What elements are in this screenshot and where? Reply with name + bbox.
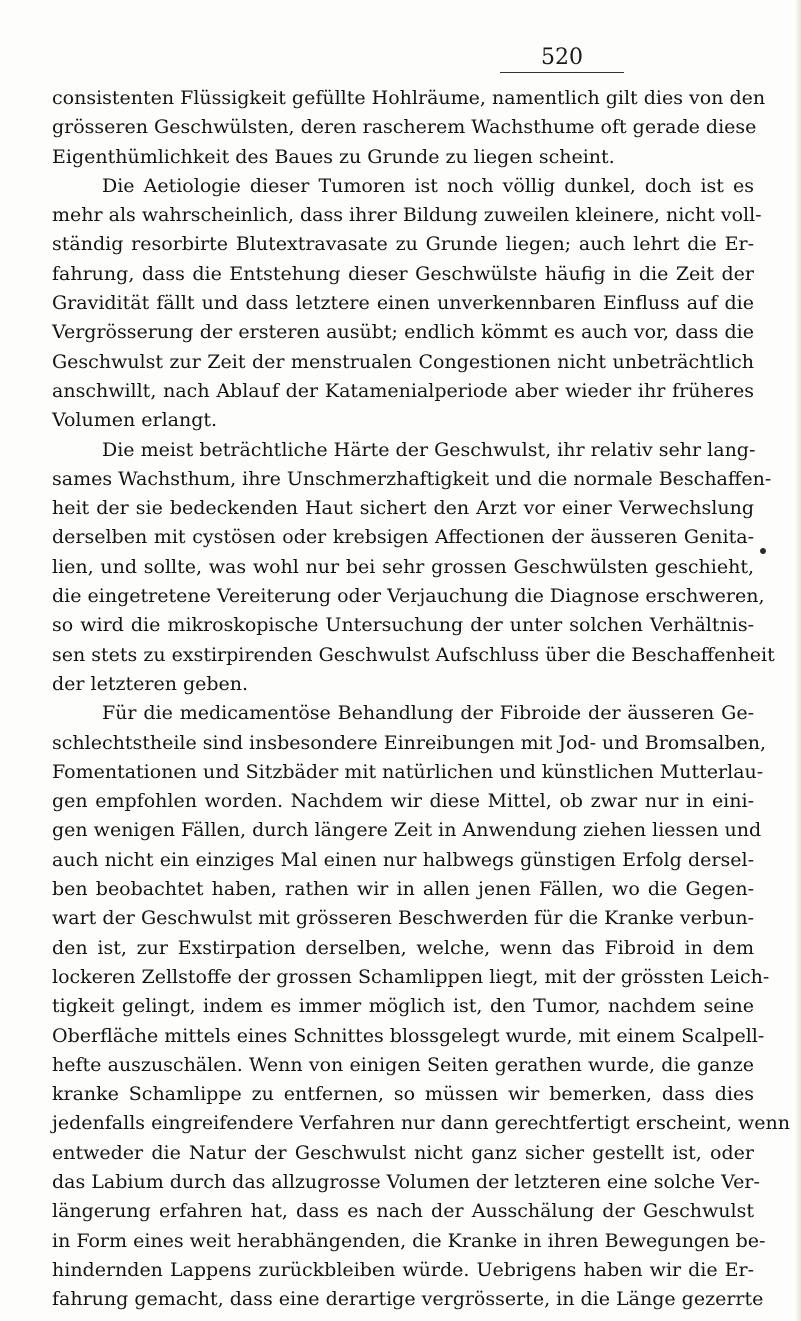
- text-line: lien, und sollte, was wohl nur bei sehr grossen Geschwülsten geschieht,: [52, 555, 754, 578]
- text-line: Geschwulst zur Zeit der menstrualen Congestionen nicht unbeträchtlich: [52, 350, 754, 373]
- text-line: Eigenthümlichkeit des Baues zu Grunde zu liegen scheint.: [52, 145, 615, 168]
- text-line: sames Wachsthum, ihre Unschmerzhaftigkeit und die normale Beschaffen-: [52, 467, 772, 490]
- text-line: lockeren Zellstoffe der grossen Schamlippen liegt, mit der grössten Leich-: [52, 965, 770, 988]
- text-line: so wird die mikroskopische Untersuchung der unter solchen Verhältnis-: [52, 614, 754, 637]
- text-line: hefte auszuschälen. Wenn von einigen Seiten gerathen wurde, die ganze: [52, 1053, 754, 1076]
- text-line: Für die medicamentöse Behandlung der Fibroide der äusseren Ge-: [102, 702, 754, 725]
- body-text: [52, 84, 790, 1314]
- text-line: gen wenigen Fällen, durch längere Zeit in Anwendung ziehen liessen und: [52, 819, 762, 842]
- text-line: Gravidität fällt und dass letztere einen unverkennbaren Einfluss auf die: [52, 292, 754, 315]
- text-line: jedenfalls eingreifendere Verfahren nur dann gerechtfertigt erscheint, wenn: [52, 1112, 790, 1135]
- page-edge: [795, 0, 801, 1321]
- text-line: fahrung, dass die Entstehung dieser Geschwülste häufig in die Zeit der: [52, 262, 754, 285]
- text-line: derselben mit cystösen oder krebsigen Affectionen der äusseren Genita-: [52, 526, 754, 549]
- text-line: anschwillt, nach Ablauf der Katamenialperiode aber wieder ihr früheres: [52, 379, 754, 402]
- text-line: auch nicht ein einziges Mal einen nur halbwegs günstigen Erfolg dersel-: [52, 848, 754, 871]
- text-line: tigkeit gelingt, indem es immer möglich ist, den Tumor, nachdem seine: [52, 995, 754, 1018]
- text-line: der letzteren geben.: [52, 672, 249, 695]
- text-line: fahrung gemacht, dass eine derartige vergrösserte, in die Länge gezerrte: [52, 1288, 764, 1311]
- text-line: heit der sie bedeckenden Haut sichert den Arzt vor einer Verwechslung: [52, 497, 754, 520]
- text-line: schlechtstheile sind insbesondere Einreibungen mit Jod- und Bromsalben,: [52, 731, 767, 754]
- text-line: mehr als wahrscheinlich, dass ihrer Bildung zuweilen kleinere, nicht voll-: [52, 204, 762, 227]
- text-line: hindernden Lappens zurückbleiben würde. Uebrigens haben wir die Er-: [52, 1258, 754, 1281]
- text-line: sen stets zu exstirpirenden Geschwulst Aufschluss über die Beschaffenheit: [52, 643, 775, 666]
- text-line: in Form eines weit herabhängenden, die Kranke in ihren Bewegungen be-: [52, 1229, 766, 1252]
- text-line: die eingetretene Vereiterung oder Verjauchung die Diagnose erschweren,: [52, 585, 765, 608]
- text-line: grösseren Geschwülsten, deren rascherem Wachsthume oft gerade diese: [52, 116, 757, 139]
- text-line: Oberfläche mittels eines Schnittes blossgelegt wurde, mit einem Scalpell-: [52, 1024, 765, 1047]
- text-line: ben beobachtet haben, rathen wir in allen jenen Fällen, wo die Gegen-: [52, 878, 754, 901]
- text-line: längerung erfahren hat, dass es nach der Ausschälung der Geschwulst: [52, 1200, 754, 1223]
- page-number: 520: [541, 45, 583, 70]
- text-line: ständig resorbirte Blutextravasate zu Grunde liegen; auch lehrt die Er-: [52, 233, 754, 256]
- text-line: Die meist beträchtliche Härte der Geschwulst, ihr relativ sehr lang-: [102, 438, 756, 461]
- text-line: Die Aetiologie dieser Tumoren ist noch völlig dunkel, doch ist es: [102, 174, 754, 197]
- text-line: das Labium durch das allzugrosse Volumen der letzteren eine solche Ver-: [52, 1170, 760, 1193]
- text-line: Volumen erlangt.: [52, 409, 218, 432]
- text-line: Vergrösserung der ersteren ausübt; endlich kömmt es auch vor, dass die: [52, 321, 754, 344]
- text-line: den ist, zur Exstirpation derselben, welche, wenn das Fibroid in dem: [52, 936, 754, 959]
- text-line: kranke Schamlippe zu entfernen, so müssen wir bemerken, dass dies: [52, 1083, 754, 1106]
- text-line: Fomentationen und Sitzbäder mit natürlichen und künstlichen Mutterlau-: [52, 760, 764, 783]
- text-line: gen empfohlen worden. Nachdem wir diese Mittel, ob zwar nur in eini-: [52, 790, 754, 813]
- margin-ink-dot: [760, 548, 766, 554]
- text-line: wart der Geschwulst mit grösseren Beschwerden für die Kranke verbun-: [52, 907, 754, 930]
- page-number-rule: [500, 72, 624, 73]
- text-line: consistenten Flüssigkeit gefüllte Hohlräume, namentlich gilt dies von den: [52, 87, 766, 109]
- text-line: entweder die Natur der Geschwulst nicht ganz sicher gestellt ist, oder: [52, 1141, 754, 1164]
